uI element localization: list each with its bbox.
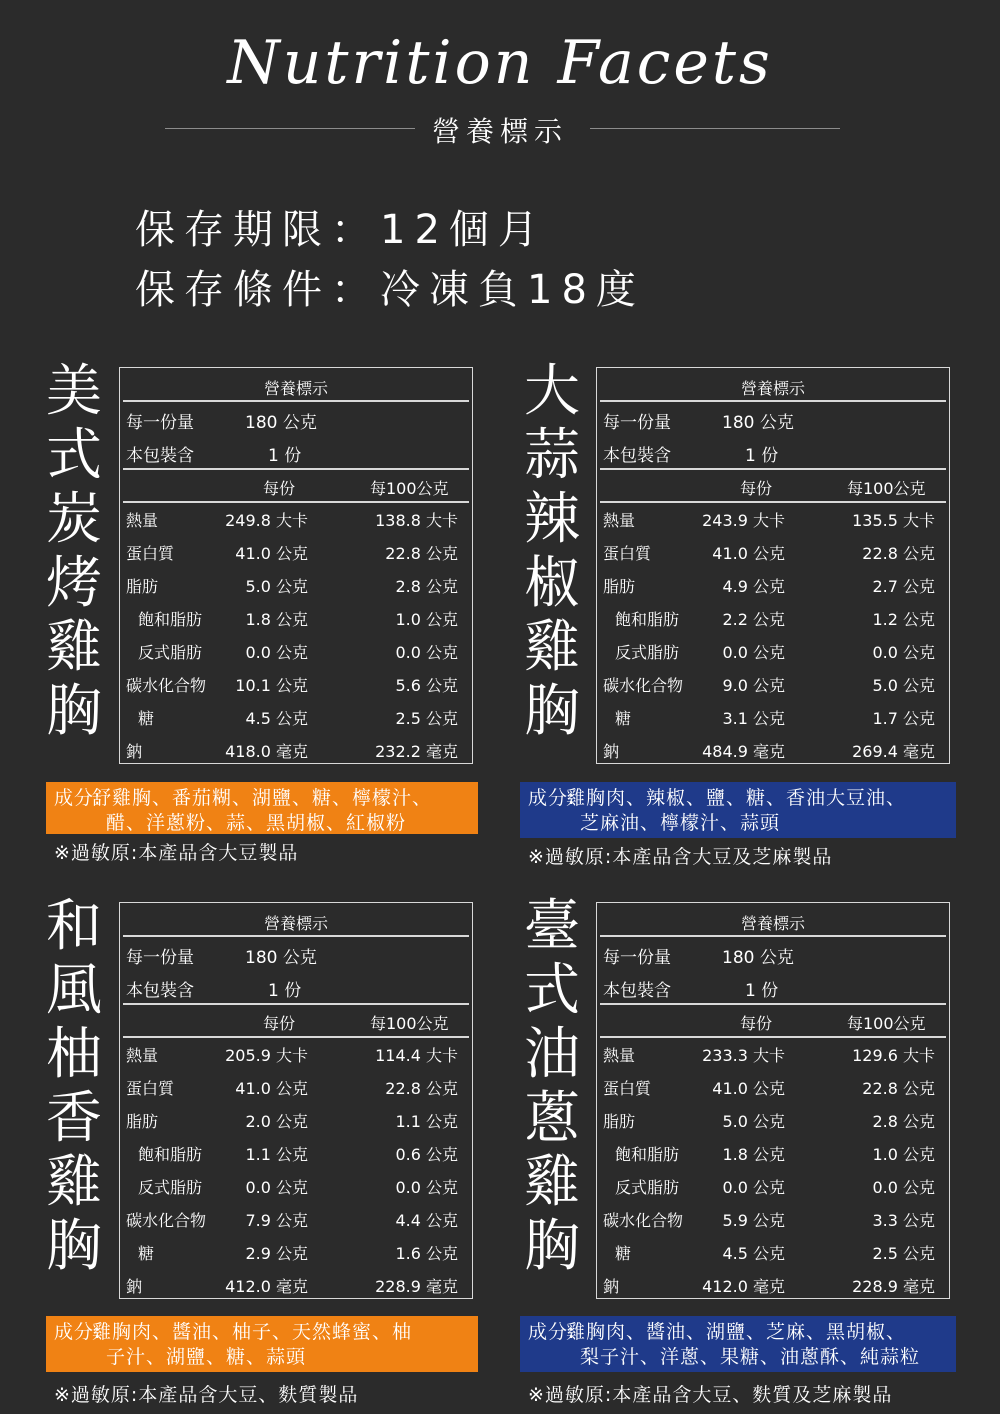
nutrient-label: 碳水化合物 [126,676,207,695]
nutrient-per-serving: 1.8 公克 [722,1145,785,1164]
allergen-note: ※過敏原:本產品含大豆製品 [54,842,299,864]
allergen-note: ※過敏原:本產品含大豆及芝麻製品 [528,846,833,868]
serving-size-value: 180 公克 [722,948,794,968]
column-header-per-100g: 每100公克 [370,1014,449,1033]
serving-size-value: 180 公克 [245,413,317,433]
nutrient-per-serving: 484.9 毫克 [702,742,785,761]
servings-per-pack-value: 1 份 [268,981,302,1001]
nutrient-per-serving: 0.0 公克 [722,1178,785,1197]
nutrient-per-100g: 5.6 公克 [395,676,458,695]
serving-size-value: 180 公克 [722,413,794,433]
servings-per-pack-value: 1 份 [745,446,779,466]
product-name-char: 和 [46,894,102,959]
ingredients-line: 梨子汁、洋蔥、果糖、油蔥酥、純蒜粒 [580,1346,921,1368]
nutrient-label: 蛋白質 [603,544,652,563]
nutrient-per-serving: 5.0 公克 [722,1112,785,1131]
allergen-note: ※過敏原:本產品含大豆、麩質及芝麻製品 [528,1384,893,1406]
panel-divider [600,935,946,937]
nutrient-per-100g: 0.6 公克 [395,1145,458,1164]
panel-divider [600,400,946,402]
nutrient-per-serving: 0.0 公克 [245,643,308,662]
nutrient-per-100g: 232.2 毫克 [375,742,458,761]
product-name-char: 式 [46,423,102,488]
nutrient-label: 飽和脂肪 [615,1145,680,1164]
nutrient-per-serving: 1.1 公克 [245,1145,308,1164]
nutrient-per-100g: 228.9 毫克 [852,1277,935,1296]
nutrient-label: 脂肪 [603,1112,636,1131]
nutrient-label: 熱量 [126,511,159,530]
product-name-char: 油 [524,1022,580,1087]
servings-per-pack-label: 本包裝含 [126,446,194,466]
nutrient-per-serving: 2.9 公克 [245,1244,308,1263]
nutrient-per-100g: 228.9 毫克 [375,1277,458,1296]
nutrient-per-100g: 135.5 大卡 [852,511,935,530]
nutrient-per-100g: 3.3 公克 [872,1211,935,1230]
nutrient-per-100g: 0.0 公克 [395,643,458,662]
column-header-per-100g: 每100公克 [370,479,449,498]
product-name-char: 烤 [46,551,102,616]
serving-size-label: 每一份量 [126,948,194,968]
nutrient-per-100g: 129.6 大卡 [852,1046,935,1065]
nutrient-per-serving: 4.9 公克 [722,577,785,596]
product-name-char: 胸 [524,679,580,744]
nutrient-label: 碳水化合物 [126,1211,207,1230]
panel-divider [600,1003,946,1005]
ingredients-line: 醋、洋蔥粉、蒜、黑胡椒、紅椒粉 [106,812,407,834]
nutrient-per-serving: 0.0 公克 [245,1178,308,1197]
column-header-per-serving: 每份 [263,1014,296,1033]
product-name-char: 辣 [524,487,580,552]
product-name-char: 胸 [46,1214,102,1279]
nutrient-per-serving: 2.2 公克 [722,610,785,629]
panel-divider [600,501,946,503]
servings-per-pack-label: 本包裝含 [603,981,671,1001]
nutrient-label: 熱量 [126,1046,159,1065]
nutrient-label: 飽和脂肪 [615,610,680,629]
nutrient-per-serving: 9.0 公克 [722,676,785,695]
panel-divider [123,935,469,937]
panel-title: 營養標示 [740,379,805,398]
nutrient-label: 碳水化合物 [603,676,684,695]
ingredients-label: 成分: [54,1321,102,1343]
header-divider-right [590,128,840,129]
storage-condition: 保存條件：冷凍負18度 [135,267,645,313]
servings-per-pack-label: 本包裝含 [603,446,671,466]
nutrient-per-serving: 418.0 毫克 [225,742,308,761]
ingredients-line: 舒雞胸、番茄糊、湖鹽、糖、檸檬汁、 [92,787,433,809]
nutrient-per-serving: 4.5 公克 [245,709,308,728]
nutrient-per-serving: 10.1 公克 [235,676,308,695]
nutrient-per-serving: 3.1 公克 [722,709,785,728]
product-name [518,895,586,1279]
nutrient-per-serving: 41.0 公克 [235,544,308,563]
nutrient-per-serving: 7.9 公克 [245,1211,308,1230]
nutrient-per-100g: 1.0 公克 [395,610,458,629]
nutrient-per-serving: 41.0 公克 [712,544,785,563]
panel-divider [123,1003,469,1005]
nutrient-label: 糖 [615,709,632,728]
product-name-char: 雞 [46,1150,102,1215]
panel-divider [123,400,469,402]
nutrient-label: 熱量 [603,511,636,530]
serving-size-value: 180 公克 [245,948,317,968]
nutrient-label: 反式脂肪 [138,1178,203,1197]
shelf-life: 保存期限：12個月 [135,207,547,253]
product-name-char: 式 [524,958,580,1023]
nutrient-per-100g: 1.1 公克 [395,1112,458,1131]
nutrient-label: 脂肪 [603,577,636,596]
nutrient-per-100g: 2.5 公克 [395,709,458,728]
nutrient-per-100g: 0.0 公克 [395,1178,458,1197]
serving-size-label: 每一份量 [126,413,194,433]
ingredients-line: 子汁、湖鹽、糖、蒜頭 [106,1346,307,1368]
nutrient-label: 蛋白質 [603,1079,652,1098]
panel-title: 營養標示 [263,914,328,933]
ingredients-line: 雞胸肉、辣椒、鹽、糖、香油大豆油、 [566,787,907,809]
nutrient-label: 糖 [138,1244,155,1263]
nutrient-label: 反式脂肪 [615,643,680,662]
ingredients-line: 雞胸肉、醬油、湖鹽、芝麻、黑胡椒、 [566,1321,907,1343]
nutrient-label: 飽和脂肪 [138,1145,203,1164]
product-name-char: 香 [46,1086,102,1151]
product-name-char: 蒜 [524,423,580,488]
panel-divider [123,1036,469,1038]
nutrient-per-serving: 412.0 毫克 [225,1277,308,1296]
servings-per-pack-label: 本包裝含 [126,981,194,1001]
nutrient-label: 鈉 [126,1277,143,1296]
nutrient-label: 脂肪 [126,577,159,596]
panel-divider [123,468,469,470]
column-header-per-100g: 每100公克 [847,1014,926,1033]
product-name-char: 炭 [46,487,102,552]
column-header-per-serving: 每份 [740,1014,773,1033]
panel-title: 營養標示 [263,379,328,398]
nutrient-per-100g: 22.8 公克 [862,1079,935,1098]
product-name-char: 大 [524,359,580,424]
nutrient-per-serving: 2.0 公克 [245,1112,308,1131]
nutrient-per-serving: 0.0 公克 [722,643,785,662]
panel-divider [123,501,469,503]
ingredients-label: 成分: [54,787,102,809]
nutrition-panel [596,367,950,764]
nutrient-label: 鈉 [603,742,620,761]
nutrient-per-serving: 5.0 公克 [245,577,308,596]
nutrient-per-100g: 4.4 公克 [395,1211,458,1230]
nutrient-per-100g: 0.0 公克 [872,1178,935,1197]
ingredients-line: 雞胸肉、醬油、柚子、天然蜂蜜、柚 [92,1321,413,1343]
ingredients-box [46,1316,478,1372]
product-name-char: 椒 [524,551,580,616]
column-header-per-serving: 每份 [263,479,296,498]
product-name-char: 胸 [46,679,102,744]
nutrient-per-100g: 5.0 公克 [872,676,935,695]
nutrient-per-serving: 412.0 毫克 [702,1277,785,1296]
nutrient-per-100g: 22.8 公克 [385,544,458,563]
product-name-char: 胸 [524,1214,580,1279]
product-name [518,360,586,744]
nutrient-per-100g: 269.4 毫克 [852,742,935,761]
servings-per-pack-value: 1 份 [268,446,302,466]
servings-per-pack-value: 1 份 [745,981,779,1001]
nutrient-per-serving: 205.9 大卡 [225,1046,308,1065]
nutrient-per-100g: 2.7 公克 [872,577,935,596]
nutrition-panel [119,902,473,1299]
panel-title: 營養標示 [740,914,805,933]
product-name [40,360,108,744]
product-name-char: 蔥 [524,1086,580,1151]
header-title: Nutrition Facets [227,28,773,98]
nutrient-label: 脂肪 [126,1112,159,1131]
nutrient-label: 糖 [615,1244,632,1263]
nutrient-per-serving: 243.9 大卡 [702,511,785,530]
nutrient-per-serving: 41.0 公克 [712,1079,785,1098]
nutrient-label: 反式脂肪 [615,1178,680,1197]
nutrient-per-serving: 249.8 大卡 [225,511,308,530]
nutrient-label: 蛋白質 [126,1079,175,1098]
allergen-note: ※過敏原:本產品含大豆、麩質製品 [54,1384,359,1406]
nutrient-per-serving: 4.5 公克 [722,1244,785,1263]
nutrient-per-serving: 41.0 公克 [235,1079,308,1098]
product-name-char: 美 [46,359,102,424]
nutrition-panel [596,902,950,1299]
panel-divider [600,1036,946,1038]
product-name [40,895,108,1279]
product-name-char: 雞 [46,615,102,680]
nutrient-label: 鈉 [603,1277,620,1296]
header-subtitle: 營養標示 [431,115,568,148]
ingredients-box [46,782,478,834]
nutrient-label: 飽和脂肪 [138,610,203,629]
ingredients-line: 芝麻油、檸檬汁、蒜頭 [580,812,781,834]
panel-divider [600,468,946,470]
nutrient-label: 反式脂肪 [138,643,203,662]
nutrient-per-100g: 22.8 公克 [862,544,935,563]
column-header-per-serving: 每份 [740,479,773,498]
nutrient-label: 蛋白質 [126,544,175,563]
ingredients-box [520,782,956,838]
nutrient-label: 熱量 [603,1046,636,1065]
nutrient-per-serving: 233.3 大卡 [702,1046,785,1065]
nutrient-per-100g: 1.0 公克 [872,1145,935,1164]
ingredients-label: 成分: [528,1321,576,1343]
serving-size-label: 每一份量 [603,948,671,968]
product-name-char: 臺 [524,894,580,959]
ingredients-box [520,1316,956,1372]
nutrient-per-serving: 1.8 公克 [245,610,308,629]
nutrient-per-100g: 1.2 公克 [872,610,935,629]
nutrient-per-100g: 1.7 公克 [872,709,935,728]
serving-size-label: 每一份量 [603,413,671,433]
nutrient-per-100g: 2.8 公克 [872,1112,935,1131]
nutrient-label: 鈉 [126,742,143,761]
product-name-char: 雞 [524,1150,580,1215]
nutrient-per-100g: 1.6 公克 [395,1244,458,1263]
nutrient-per-100g: 114.4 大卡 [375,1046,458,1065]
nutrient-per-100g: 0.0 公克 [872,643,935,662]
column-header-per-100g: 每100公克 [847,479,926,498]
product-name-char: 風 [46,958,102,1023]
nutrient-per-100g: 2.5 公克 [872,1244,935,1263]
nutrient-per-serving: 5.9 公克 [722,1211,785,1230]
ingredients-label: 成分: [528,787,576,809]
product-name-char: 雞 [524,615,580,680]
product-name-char: 柚 [46,1022,102,1087]
nutrient-label: 碳水化合物 [603,1211,684,1230]
nutrient-per-100g: 2.8 公克 [395,577,458,596]
nutrient-per-100g: 138.8 大卡 [375,511,458,530]
nutrition-panel [119,367,473,764]
nutrient-per-100g: 22.8 公克 [385,1079,458,1098]
nutrient-label: 糖 [138,709,155,728]
